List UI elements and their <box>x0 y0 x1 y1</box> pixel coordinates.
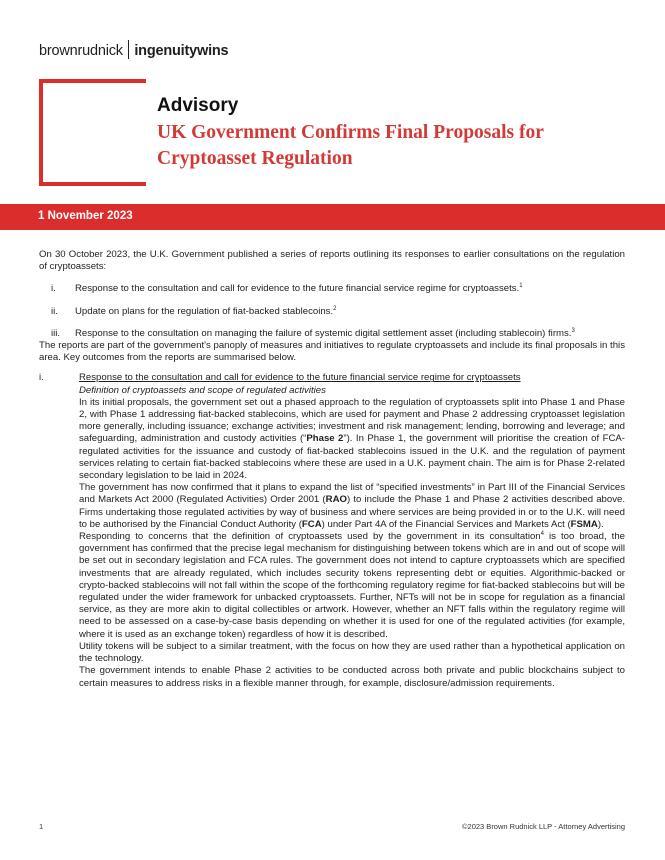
defined-term: FCA <box>301 518 322 530</box>
page-title: UK Government Confirms Final Proposals for Cryptoasset Regulation <box>157 122 544 169</box>
list-text <box>75 328 625 340</box>
defined-term: Phase 2 <box>306 433 344 445</box>
text-run: is too broad, the government has confirmed that the precise legal mechanism for distinguishing between tokens which are in and out of scope will be set out in secondary legislation and FCA rules. The government does not intend to capture cryptoassets which are specified investments that are already regulated, which includes security tokens representing debt or equities. Algorithmic-backed or crypto-backed stablecoins will not fall within the scope of the forthcoming regulatory regime for fiat-backed stablecoins but will be regulated under the wider framework for unbacked cryptoassets. Further, NFTs will not be in scope for regulation as a financial service, as they are more akin to digital collectibles or artwork. However, whether an NFT falls within the regulatory regime will need to be assessed on a case-by-case basis depending on whether it is used for one of the regulated activities (for example, where it is used as an exchange token) regardless of how it is described. <box>79 531 625 640</box>
list-item <box>39 328 625 340</box>
text-run: In its initial proposals, the government set out a phased approach to the regulation of cryptoassets split into Phase 1 and Phase 2, with Phase 1 addressing fiat-backed stablecoins, which are used for payment and Phase 2 addressing cryptoasset legislation more generally, including issuance; exchange activities; investment and risk management; lending, borrowing and leverage; and safeguarding, administration and custody activities (“ <box>79 396 625 445</box>
text-run: The government has now confirmed that it plans to expand the list of “specified investments” in Part III of the Financial Services and Markets Act 2000 (Regulated Activities) Order 2001 ( <box>79 482 625 506</box>
text-run: ”). In Phase 1, the government will prioritise the creation of FCA-regulated activities for the issuance and custody of fiat-backed stablecoins issued in the U.K. and the regulation of payment services relating to certain fiat-backed stablecoins where these are used in a U.K. payment chain. The aim is for Phase 2-related secondary legislation to be laid in 2024. <box>79 433 625 482</box>
list-text-content: Update on plans for the regulation of fiat-backed stablecoins. <box>75 305 334 317</box>
list-text <box>75 306 625 318</box>
defined-term: FSMA <box>570 518 598 530</box>
logo-brown: brownrudnick <box>39 43 123 59</box>
logo-divider <box>128 40 130 59</box>
list-number: ii. <box>51 305 58 317</box>
logo <box>39 40 228 59</box>
footnote-ref: 3 <box>571 327 575 334</box>
text-run: ) to include the Phase 1 and Phase 2 activities described above. Firms undertaking those regulated activities by way of business and where services are being provided in or to the U.K. will need to be authorised by the Financial Conduct Authority ( <box>79 494 625 530</box>
list-text <box>75 283 625 295</box>
list-text-content: Response to the consultation and call for evidence to the future financial service regime for cryptoassets. <box>75 283 520 295</box>
text-run: ) under Part 4A of the Financial Services and Markets Act ( <box>321 518 571 530</box>
date-bar <box>0 204 665 230</box>
footnote-ref: 2 <box>333 305 337 312</box>
body-paragraph: The government intends to enable Phase 2 activities to be conducted across both private and public blockchains subject to certain measures to address risks in a flexible manner through, for example, disclosure/admission requirements. <box>79 665 625 689</box>
list-item <box>39 283 625 295</box>
logo-tagline: ingenuitywins <box>134 43 229 59</box>
page-number: 1 <box>39 822 44 831</box>
defined-term: RAO <box>325 494 347 506</box>
document-label: Advisory <box>157 95 239 116</box>
text-run: ). <box>597 518 604 530</box>
section-number: i. <box>39 372 44 384</box>
body-paragraph <box>79 531 625 641</box>
intro-paragraph: On 30 October 2023, the U.K. Government published a series of reports outlining its responses to earlier consultations on the regulation of cryptoassets: <box>39 249 625 273</box>
copyright-notice: ©2023 Brown Rudnick LLP - Attorney Advertising <box>462 822 625 831</box>
red-bracket-decoration <box>39 79 146 186</box>
page-footer <box>39 822 625 831</box>
summary-paragraph: The reports are part of the government's panoply of measures and initiatives to regulate cryptoassets and include its final proposals in this area. Key outcomes from the reports are summarised below. <box>39 340 625 364</box>
text-run: Responding to concerns that the definition of cryptoassets used by the government in its consultation <box>79 531 541 543</box>
footnote-ref: 4 <box>540 531 544 538</box>
body-paragraph <box>79 482 625 531</box>
section-title: Response to the consultation and call for evidence to the future financial service regime for cryptoassets <box>79 372 521 384</box>
section-heading <box>39 372 625 384</box>
list-number: iii. <box>51 327 61 339</box>
list-number: i. <box>51 283 56 295</box>
section-subtitle: Definition of cryptoassets and scope of regulated activities <box>79 384 326 396</box>
body-paragraph <box>79 397 625 482</box>
footnote-ref: 1 <box>519 283 523 290</box>
list-item <box>39 306 625 318</box>
body-paragraph: Utility tokens will be subject to a similar treatment, with the focus on how they are used rather than a hypothetical application on the technology. <box>79 640 625 665</box>
list-text-content: Response to the consultation on managing the failure of systemic digital settlement asset (including stablecoin) firms. <box>75 327 572 339</box>
publish-date: 1 November 2023 <box>38 210 133 222</box>
document-body <box>39 249 625 690</box>
